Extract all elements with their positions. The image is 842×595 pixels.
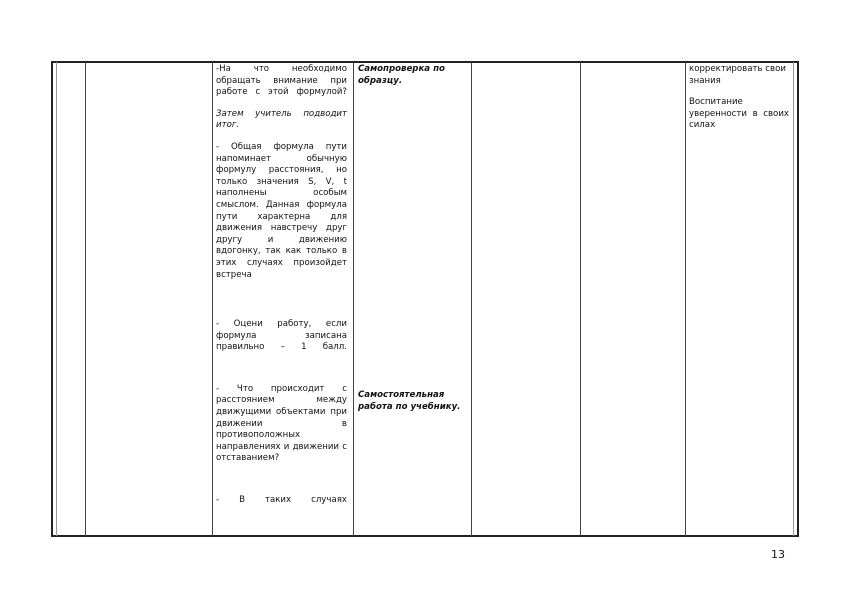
page-number: 13 (771, 548, 785, 561)
col-border (353, 62, 354, 536)
col-border (685, 62, 686, 536)
table-bottom-border (51, 535, 799, 537)
col-border (797, 62, 799, 536)
work-form-self-check: Самопроверка по образцу. (358, 64, 445, 86)
question-formula-attention: -На что необходимо обращать внимание при работе с этой формулой? (216, 64, 347, 98)
continued-text: - В таких случаях (216, 495, 347, 506)
col-border (580, 62, 581, 536)
work-form-independent: Самостоятельная работа по учебнику. (358, 390, 461, 412)
col-border (471, 62, 472, 536)
col-border (56, 62, 57, 536)
outcome-correct-knowledge: корректировать свои знания (689, 64, 786, 86)
outcome-confidence: Воспитание уверенности в своих силах (689, 97, 789, 131)
col-border (85, 62, 86, 536)
teacher-summary-note: Затем учитель подводит итог. (216, 108, 347, 131)
grading-instruction: - Оцени работу, если формула записана правильно – 1 балл. (216, 319, 347, 353)
col-border (51, 62, 53, 536)
outcomes-cell (689, 64, 789, 142)
col-border (212, 62, 213, 536)
table-top-border (51, 61, 799, 63)
col-border (793, 62, 794, 536)
question-distance: - Что происходит с расстоянием между движущими объектами при движении в противоположных направлениях и движении с отставанием? (216, 383, 347, 464)
teacher-activity-cell (216, 64, 347, 517)
formula-summary: - Общая формула пути напоминает обычную формулу расстояния, но только значения S, V, t наполнены особым смыслом. Данная формула пути характерна для движения навстречу друг другу и движению вдогонку, так как только в этих случаях произойдет встреча (216, 141, 347, 280)
